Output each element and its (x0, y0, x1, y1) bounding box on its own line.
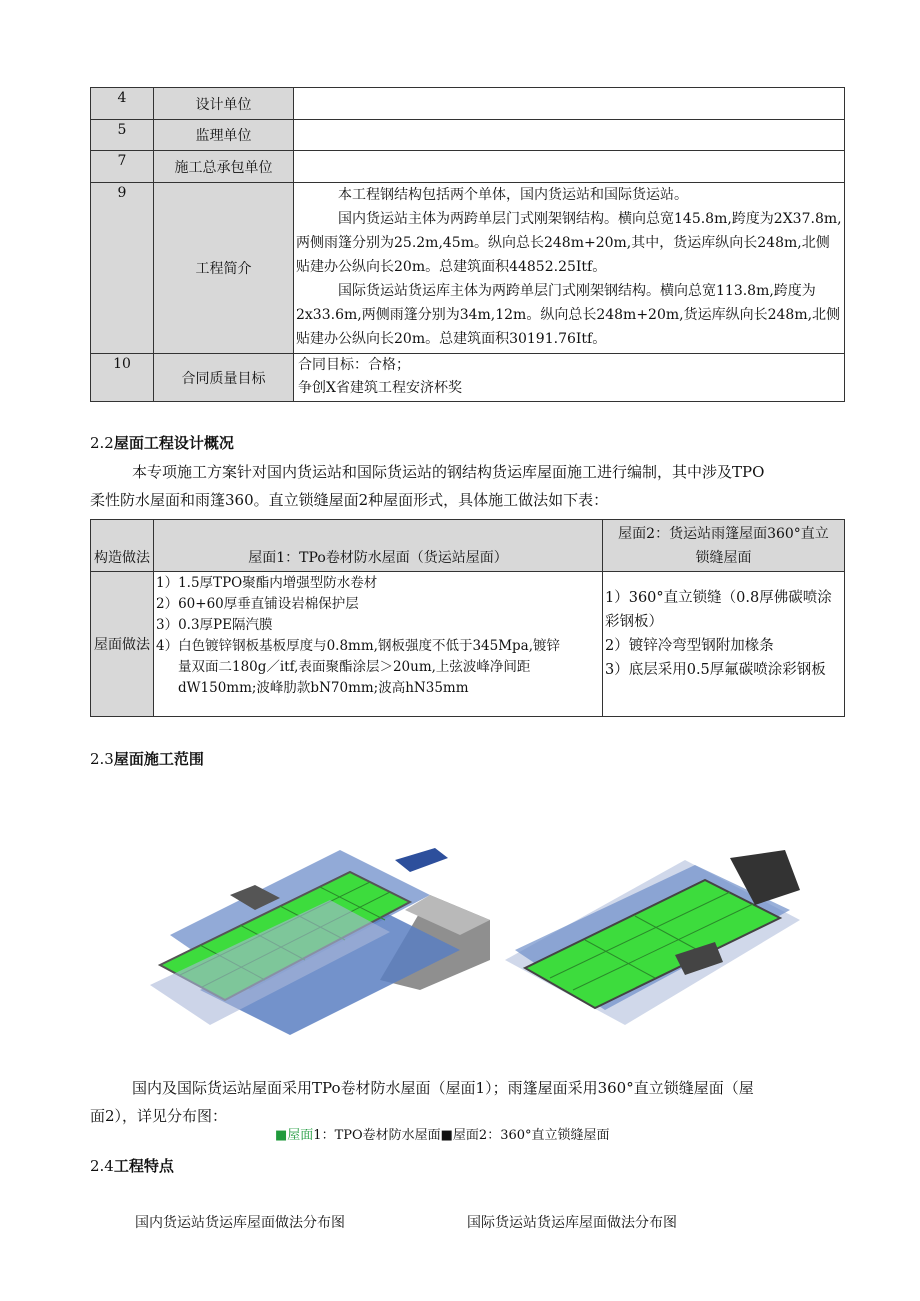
header-roof-1: 屋面1：TPo卷材防水屋面（货运站屋面） (154, 520, 603, 572)
quality-goal (294, 354, 845, 402)
quality-line-1: 合同目标：合格； (298, 357, 410, 373)
header-roof-2-line-2: 锁缝屋面 (695, 549, 752, 566)
list-item: 3）0.3厚PE隔汽膜 (156, 617, 273, 633)
table-row (91, 120, 845, 151)
legend (275, 1124, 610, 1143)
caption-line-2: 面2），详见分布图： (90, 1107, 228, 1125)
section-heading-2-3 (90, 748, 204, 769)
paragraph-line-1: 本专项施工方案针对国内货运站和国际货运站的钢结构货运库屋面施工进行编制，其中涉及TPO (132, 463, 765, 481)
paragraph-line-2: 柔性防水屋面和雨篷360。直立锁缝屋面2种屋面形式，具体施工做法如下表： (90, 491, 609, 509)
row-label: 施工总承包单位 (154, 151, 294, 183)
list-item: 2）60+60厚垂直铺设岩棉保护层 (156, 596, 359, 612)
list-item: 2）镀锌冷弯型钢附加椽条 (605, 638, 774, 654)
section-title: 工程特点 (113, 1157, 174, 1175)
roof-caption (90, 1074, 855, 1130)
intro-paragraph-1: 本工程钢结构包括两个单体，国内货运站和国际货运站。 (338, 187, 688, 203)
table-row (91, 572, 845, 717)
row-label: 监理单位 (154, 120, 294, 151)
section-number: 2.2 (90, 434, 114, 452)
row-number: 7 (91, 151, 154, 183)
row-label: 合同质量目标 (154, 354, 294, 402)
section-heading-2-4 (90, 1155, 174, 1176)
list-item: dW150mm;波峰肋款bN70mm;波高hN35mm (178, 680, 469, 696)
row-content (294, 88, 845, 120)
section-title: 屋面工程设计概况 (113, 434, 234, 452)
legend-green-marker: ■屋面 (275, 1128, 314, 1143)
row-content (294, 151, 845, 183)
section-number: 2.3 (90, 750, 114, 768)
list-item: 1）1.5厚TPO聚酯内增强型防水卷材 (156, 575, 378, 591)
legend-text: 1：TPO卷材防水屋面■屋面2：360°直立锁缝屋面 (313, 1128, 610, 1143)
table-row (91, 88, 845, 120)
section-2-2-paragraph (90, 458, 850, 514)
project-info-table (90, 87, 845, 402)
row-number: 5 (91, 120, 154, 151)
row-number: 9 (91, 183, 154, 354)
international-roof-illustration (495, 850, 815, 1040)
header-roof-2 (603, 520, 845, 572)
header-roof-2-line-1: 屋面2：货运站雨篷屋面360°直立 (618, 525, 829, 542)
header-construction: 构造做法 (91, 520, 154, 572)
caption-line-1: 国内及国际货运站屋面采用TPo卷材防水屋面（屋面1）；雨篷屋面采用360°直立锁缝屋面（屋 (132, 1079, 754, 1097)
section-title: 屋面施工范围 (113, 750, 204, 768)
list-item: 4）白色镀锌钢板基板厚度与0.8mm,钢板强度不低于345Mpa,镀锌 (156, 638, 561, 654)
row-label-roof-method: 屋面做法 (91, 572, 154, 717)
domestic-roof-illustration (130, 840, 500, 1040)
row-content (294, 120, 845, 151)
intro-paragraph-2: 国内货运站主体为两跨单层门式刚架钢结构。横向总宽145.8m,跨度为2X37.8m,两侧雨篷分别为25.2m,45m。纵向总长248m+20m,其中，货运库纵向长248m,北侧贴建办公纵向长20m。总建筑面积44852.25Itf。 (296, 211, 842, 275)
roof-2-method-list (603, 572, 845, 717)
figure-title-left: 国内货运站货运库屋面做法分布图 (135, 1215, 345, 1231)
intro-paragraph-3: 国际货运站货运库主体为两跨单层门式刚架钢结构。横向总宽113.8m,跨度为2x33.6m,两侧雨篷分别为34m,12m。纵向总长248m+20m,货运库纵向长248m,北侧贴建办公纵向长20m。总建筑面积30191.76Itf。 (296, 283, 841, 347)
list-item: 1）360°直立锁缝（0.8厚佛碳喷涂 (605, 590, 832, 606)
solar-panel (395, 848, 448, 872)
section-number: 2.4 (90, 1157, 114, 1175)
figure-title-right: 国际货运站货运库屋面做法分布图 (467, 1215, 677, 1231)
table-row (91, 183, 845, 354)
list-item: 彩钢板） (605, 614, 663, 630)
roof-construction-table (90, 519, 845, 717)
row-label: 设计单位 (154, 88, 294, 120)
table-header-row (91, 520, 845, 572)
table-row (91, 151, 845, 183)
list-item: 3）底层采用0.5厚氟碳喷涂彩钢板 (605, 662, 826, 678)
roof-1-method-list (154, 572, 603, 717)
row-number: 10 (91, 354, 154, 402)
list-item: 量双面二180g／itf,表面聚酯涂层＞20um,上弦波峰净间距 (178, 659, 531, 675)
section-heading-2-2 (90, 432, 234, 453)
project-intro (294, 183, 845, 354)
quality-line-2: 争创X省建筑工程安济杯奖 (298, 380, 462, 396)
row-number: 4 (91, 88, 154, 120)
table-row (91, 354, 845, 402)
row-label: 工程简介 (154, 183, 294, 354)
